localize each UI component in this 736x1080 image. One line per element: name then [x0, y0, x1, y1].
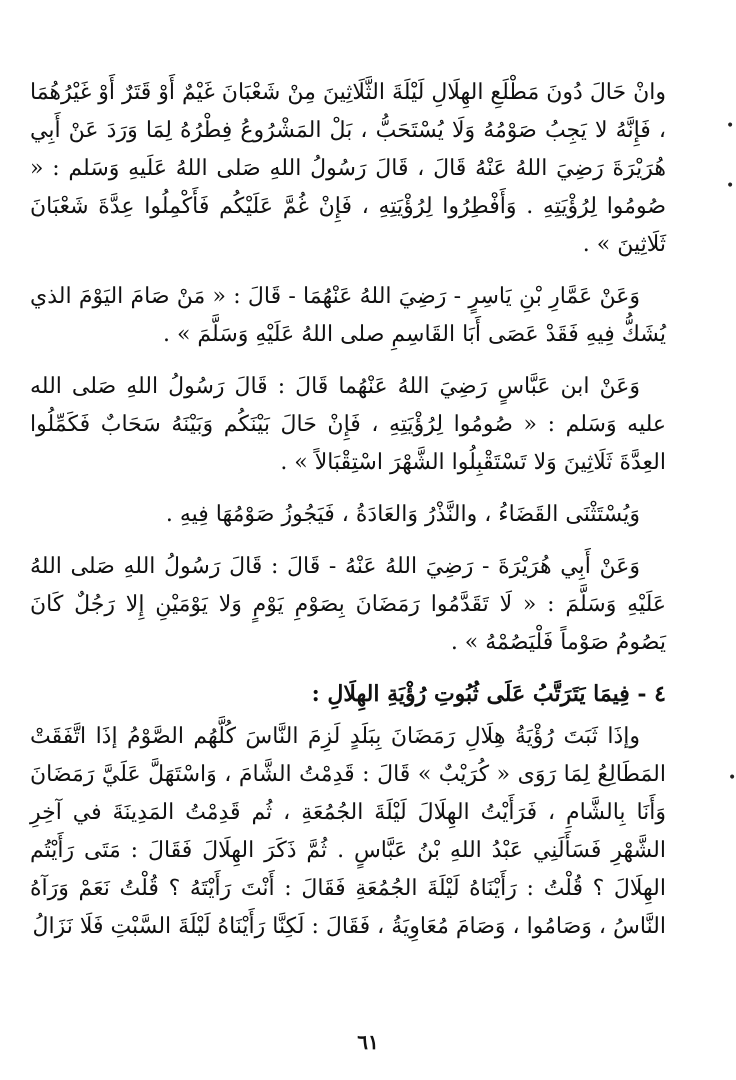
- margin-dot-mark: •: [726, 118, 735, 134]
- paragraph-2: وَعَنْ عَمَّارِ بْنِ يَاسِرٍ - رَضِيَ اللهُ عَنْهُمَا - قَالَ : « مَنْ صَامَ اليَوْمَ الذي يُشَكُّ فِيهِ فَقَدْ عَصَى أَبَا القَاسِمِ صلى اللهُ عَلَيْهِ وَسَلَّمَ » .: [30, 284, 666, 347]
- margin-dot-mark: •: [728, 770, 736, 786]
- document-body: [30, 74, 666, 960]
- section-heading: ٤ - فِيمَا يَتَرَتَّبُ عَلَى ثُبُوتِ رُؤْيَةِ الهِلَالِ :: [311, 681, 666, 707]
- paragraph-3: وَعَنْ ابن عَبَّاسٍ رَضِيَ اللهُ عَنْهُما قَالَ : قَالَ رَسُولُ اللهِ صَلى الله عليه وَسَلم : « صُومُوا لِرُؤْيَتِهِ ، فَإِنْ حَالَ بَيْنَكُم وَبَيْنَهُ سَحَابٌ فَكَمِّلُوا العِدَّةَ ثَلَاثِينَ وَلا تَسْتَقْبِلُوا الشَّهْرَ اسْتِقْبَالاً » .: [30, 374, 666, 475]
- page-number: ٦١: [357, 1030, 379, 1054]
- paragraph-5: وَعَنْ أَبِي هُرَيْرَةَ - رَضِيَ اللهُ عَنْهُ - قَالَ : قَالَ رَسُولُ اللهِ صَلى اللهُ عَلَيْهِ وَسَلَّمَ : « لَا تَقَدَّمُوا رَمَضَانَ بِصَوْمِ يَوْمٍ وَلا يَوْمَيْنِ إِلا رَجُلٌ كَانَ يَصُومُ صَوْماً فَلْيَصُمْهُ » .: [30, 554, 666, 655]
- paragraph-1: وانْ حَالَ دُونَ مَطْلَعِ الهِلَالِ لَيْلَةَ الثَّلَاثِينَ مِنْ شَعْبَانَ غَيْمٌ أَوْ قَتَرٌ أَوْ غَيْرُهُمَا ، فَإِنَّهُ لا يَجِبُ صَوْمُهُ وَلَا يُسْتَحَبُّ ، بَلْ المَشْرُوعُ فِطْرُهُ لِمَا وَرَدَ عَنْ أَبِي هُرَيْرَةَ رَضِيَ اللهُ عَنْهُ قَالَ ، قَالَ رَسُولُ اللهِ صَلى اللهُ عَلَيهِ وَسَلم : « صُومُوا لِرُؤْيَتِهِ . وَأَفْطِرُوا لِرُؤْيَتِهِ ، فَإِنْ غُمَّ عَلَيْكُم فَأَكْمِلُوا عِدَّةَ شَعْبَانَ ثَلَاثِينَ » .: [29, 80, 666, 257]
- paragraph-6: وإذَا ثَبَتَ رُؤْيَةُ هِلَالِ رَمَضَانَ بِبَلَدٍ لَزِمَ النَّاسَ كُلَّهُم الصَّوْمُ إذَا اتَّفَقَتْ المَطَالِعُ لِمَا رَوَى « كُرَيْبٌ » قَالَ : قَدِمْتُ الشَّامَ ، وَاسْتَهَلَّ عَلَيَّ رَمَضَانَ وَأَنَا بِالشَّامِ ، فَرَأَيْتُ الهِلَالَ لَيْلَةَ الجُمُعَةِ ، ثُم قَدِمْتُ المَدِينَةَ في آخِرِ الشَّهْرِ فَسَأَلَنِي عَبْدُ اللهِ بْنُ عَبَّاسٍ . ثُمَّ ذَكَرَ الهِلَالَ فَقَالَ : مَتَى رَأَيْتُم الهِلَالَ ؟ قُلْتُ : رَأَيْنَاهُ لَيْلَةَ الجُمُعَةِ فَقَالَ : أَنْتَ رَأَيْتَهُ ؟ قُلْتُ نَعَمْ وَرَآهُ النَّاسُ ، وَصَامُوا ، وَصَامَ مُعَاوِيَةُ ، فَقَالَ : لَكِنَّا رَأَيْنَاهُ لَيْلَةَ السَّبْتِ فَلَا نَزَالُ: [30, 724, 666, 939]
- margin-dot-mark: •: [726, 178, 735, 194]
- paragraph-4: وَيُسْتَثْنَى القَضَاءُ ، والنَّذْرُ وَالعَادَةُ ، فَيَجُوزُ صَوْمُهَا فِيهِ .: [165, 502, 640, 527]
